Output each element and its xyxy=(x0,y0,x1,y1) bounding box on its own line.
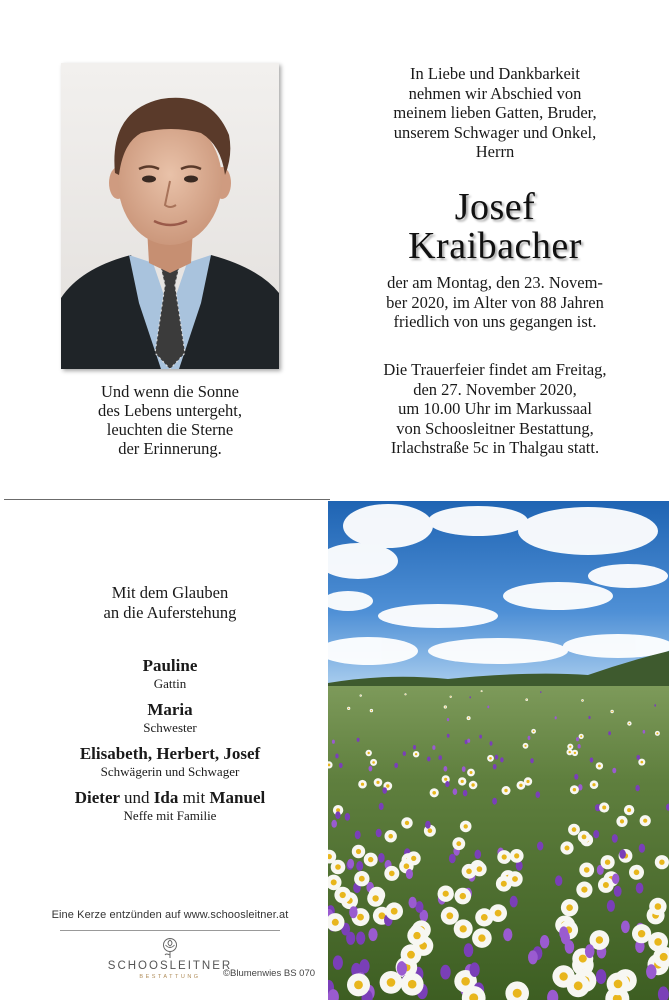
mourner-entry xyxy=(30,656,310,692)
verse-line: leuchten die Sterne xyxy=(106,420,234,439)
mourner-relation: Schwester xyxy=(143,720,197,735)
funeral-line: Die Trauerfeier findet am Freitag, xyxy=(383,360,607,379)
mourner-name: Pauline xyxy=(142,656,198,675)
deceased-name xyxy=(345,188,645,266)
funeral-line: den 27. November 2020, xyxy=(413,379,577,399)
intro-line: Herrn xyxy=(475,142,515,161)
footer-rule xyxy=(60,930,280,931)
funeral-home-logo-subtitle: BESTATTUNG xyxy=(139,974,201,980)
flower-meadow-photo xyxy=(328,501,669,1000)
mourner-entry xyxy=(30,700,310,736)
first-name: Josef xyxy=(454,186,536,228)
portrait-photo xyxy=(61,63,279,369)
intro-line: meinem lieben Gatten, Bruder, xyxy=(393,103,597,122)
intro-line: In Liebe und Dankbarkeit xyxy=(410,64,580,83)
funeral-home-logo-name: SCHOOSLEITNER xyxy=(107,960,233,972)
candle-link-text: Eine Kerze entzünden auf www.schoosleitner.at xyxy=(51,909,289,921)
mourner-entry xyxy=(30,744,310,780)
faith-statement xyxy=(40,583,300,623)
mourner-relation: Gattin xyxy=(153,676,187,691)
mourner-relation: Neffe mit Familie xyxy=(123,808,217,823)
mourner-name-part: Ida xyxy=(153,788,179,807)
memorial-verse xyxy=(50,382,290,458)
meadow-illustration xyxy=(328,501,669,1000)
verse-line: des Lebens untergeht, xyxy=(97,401,243,420)
mourner-entry xyxy=(30,788,310,824)
verse-line: Und wenn die Sonne xyxy=(101,382,239,401)
mourner-name-part: Dieter xyxy=(74,788,120,807)
intro-line: nehmen wir Abschied von xyxy=(408,83,582,103)
intro-line: unserem Schwager und Onkel, xyxy=(393,122,597,142)
name-joiner: und xyxy=(124,788,150,807)
funeral-line: Irlachstraße 5c in Thalgau statt. xyxy=(390,438,600,457)
funeral-line: von Schoosleitner Bestattung, xyxy=(396,418,594,438)
death-notice xyxy=(345,273,645,332)
faith-line: Mit dem Glauben xyxy=(111,583,229,602)
mourners-list xyxy=(30,656,310,832)
faith-line: an die Auferstehung xyxy=(103,603,237,622)
verse-line: der Erinnerung. xyxy=(118,439,222,458)
mourner-name xyxy=(30,788,310,808)
fold-divider xyxy=(4,499,330,500)
mourner-name: Elisabeth, Herbert, Josef xyxy=(79,744,261,763)
image-credit: ©Blumenwies BS 070 xyxy=(223,968,316,979)
death-line: der am Montag, den 23. Novem- xyxy=(387,273,603,292)
death-line: friedlich von uns gegangen ist. xyxy=(393,312,597,331)
farewell-intro xyxy=(345,64,645,162)
mourner-name-part: Manuel xyxy=(209,788,266,807)
portrait-illustration xyxy=(61,63,279,369)
mourner-relation: Schwägerin und Schwager xyxy=(100,764,240,779)
rose-logo-icon xyxy=(160,937,180,959)
last-name: Kraibacher xyxy=(408,225,582,267)
funeral-info xyxy=(345,360,645,458)
funeral-line: um 10.00 Uhr im Markussaal xyxy=(398,399,592,418)
death-line: ber 2020, im Alter von 88 Jahren xyxy=(386,292,604,312)
name-joiner: mit xyxy=(182,788,206,807)
mourner-name: Maria xyxy=(147,700,193,719)
